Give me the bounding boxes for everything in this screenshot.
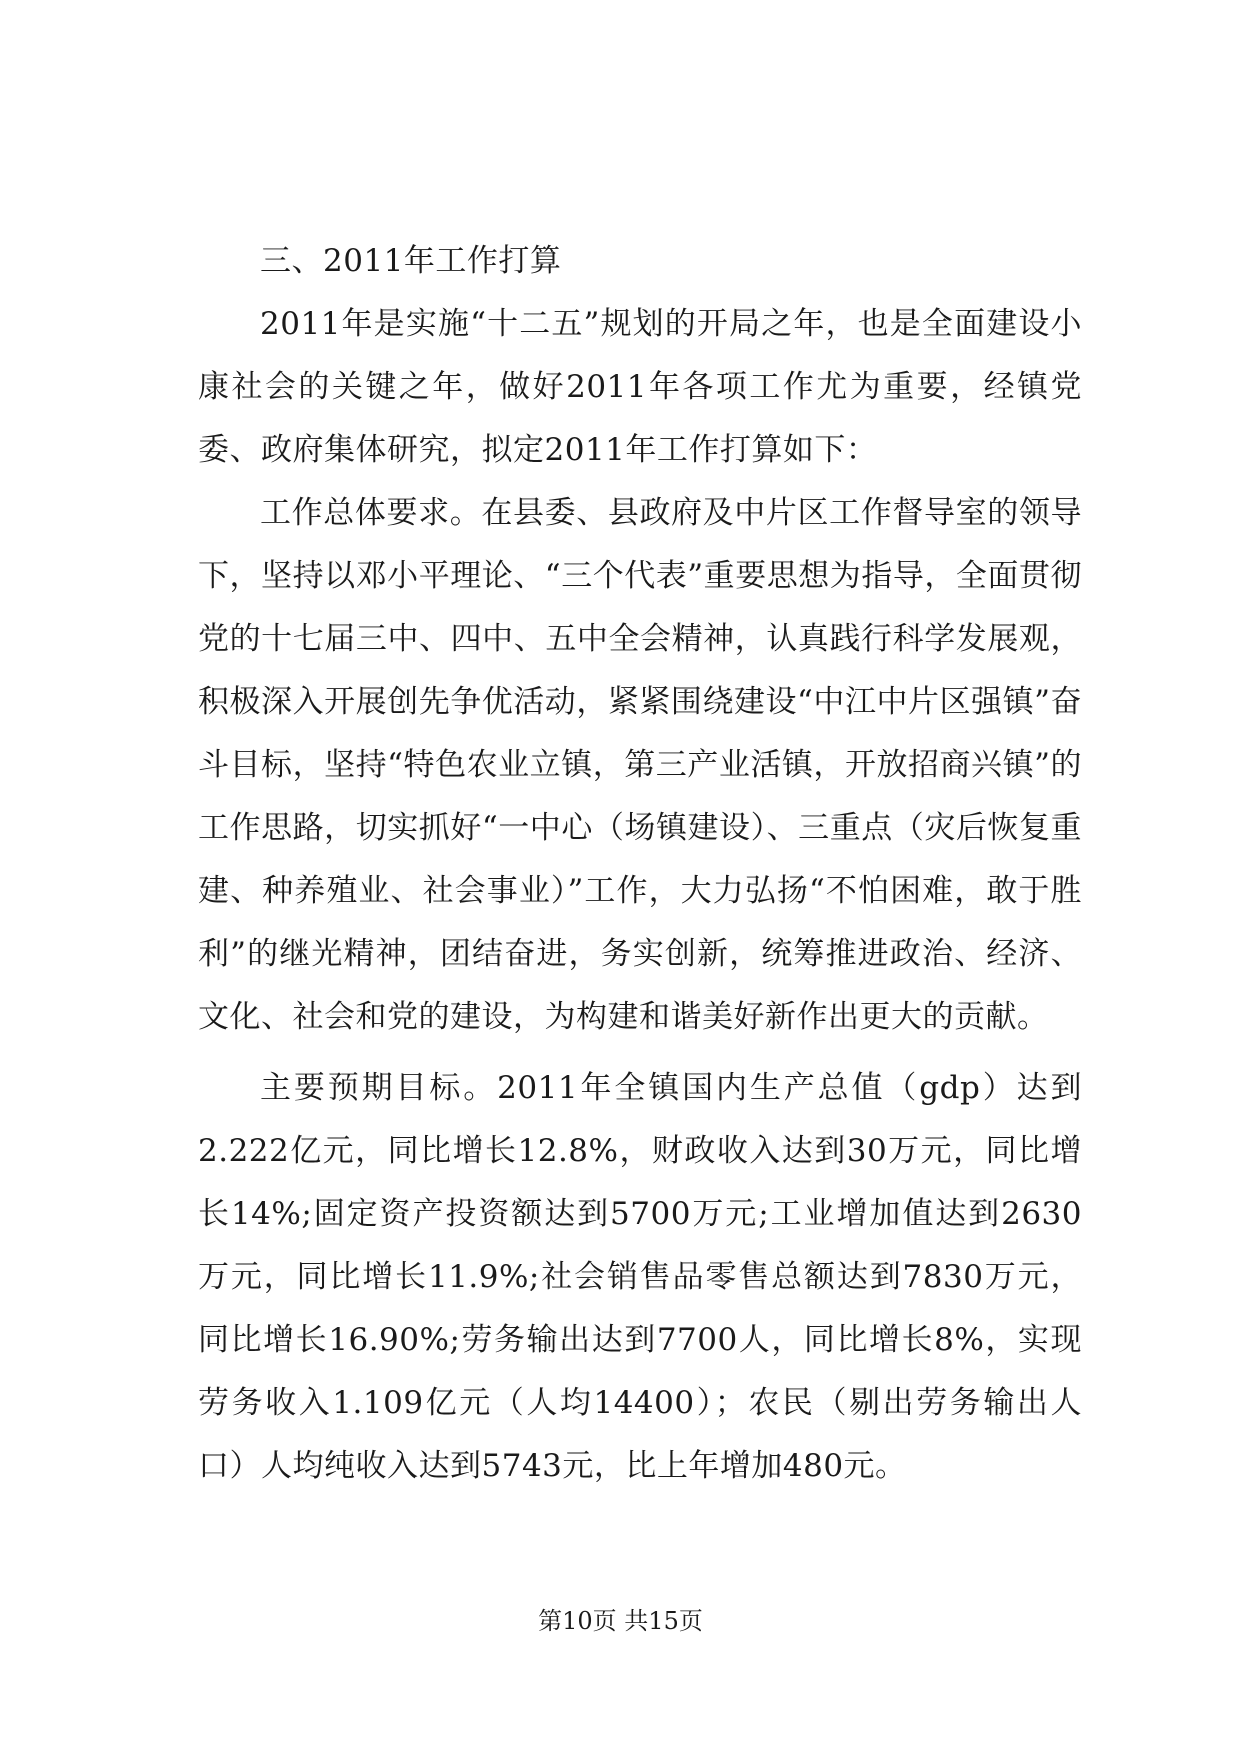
paragraph-overall-requirements: 工作总体要求。在县委、县政府及中片区工作督导室的领导下，坚持以邓小平理论、“三个代表”重要思想为指导，全面贯彻党的十七届三中、四中、五中全会精神，认真践行科学发展观，积极深入开展创先争优活动，紧紧围绕建设“中江中片区强镇”奋斗目标，坚持“特色农业立镇，第三产业活镇，开放招商兴镇”的工作思路，切实抓好“一中心（场镇建设）、三重点（灾后恢复重建、种养殖业、社会事业）”工作，大力弘扬“不怕困难，敢于胜利”的继光精神，团结奋进，务实创新，统筹推进政治、经济、文化、社会和党的建设，为构建和谐美好新作出更大的贡献。: [198, 495, 1082, 1035]
paragraph-intro: 2011年是实施“十二五”规划的开局之年，也是全面建设小康社会的关键之年，做好2011年各项工作尤为重要，经镇党委、政府集体研究，拟定2011年工作打算如下：: [198, 306, 1082, 468]
section-heading: 三、2011年工作打算: [260, 243, 562, 279]
paragraph-expected-targets: 主要预期目标。2011年全镇国内生产总值（gdp）达到2.222亿元，同比增长12.8%，财政收入达到30万元，同比增长14%;固定资产投资额达到5700万元;工业增加值达到2630万元，同比增长11.9%;社会销售品零售总额达到7830万元，同比增长16.90%;劳务输出达到7700人，同比增长8%，实现劳务收入1.109亿元（人均14400）；农民（剔出劳务输出人口）人均纯收入达到5743元，比上年增加480元。: [198, 1070, 1082, 1484]
page-footer: 第10页 共15页: [538, 1607, 703, 1635]
document-body: [198, 230, 1082, 1498]
